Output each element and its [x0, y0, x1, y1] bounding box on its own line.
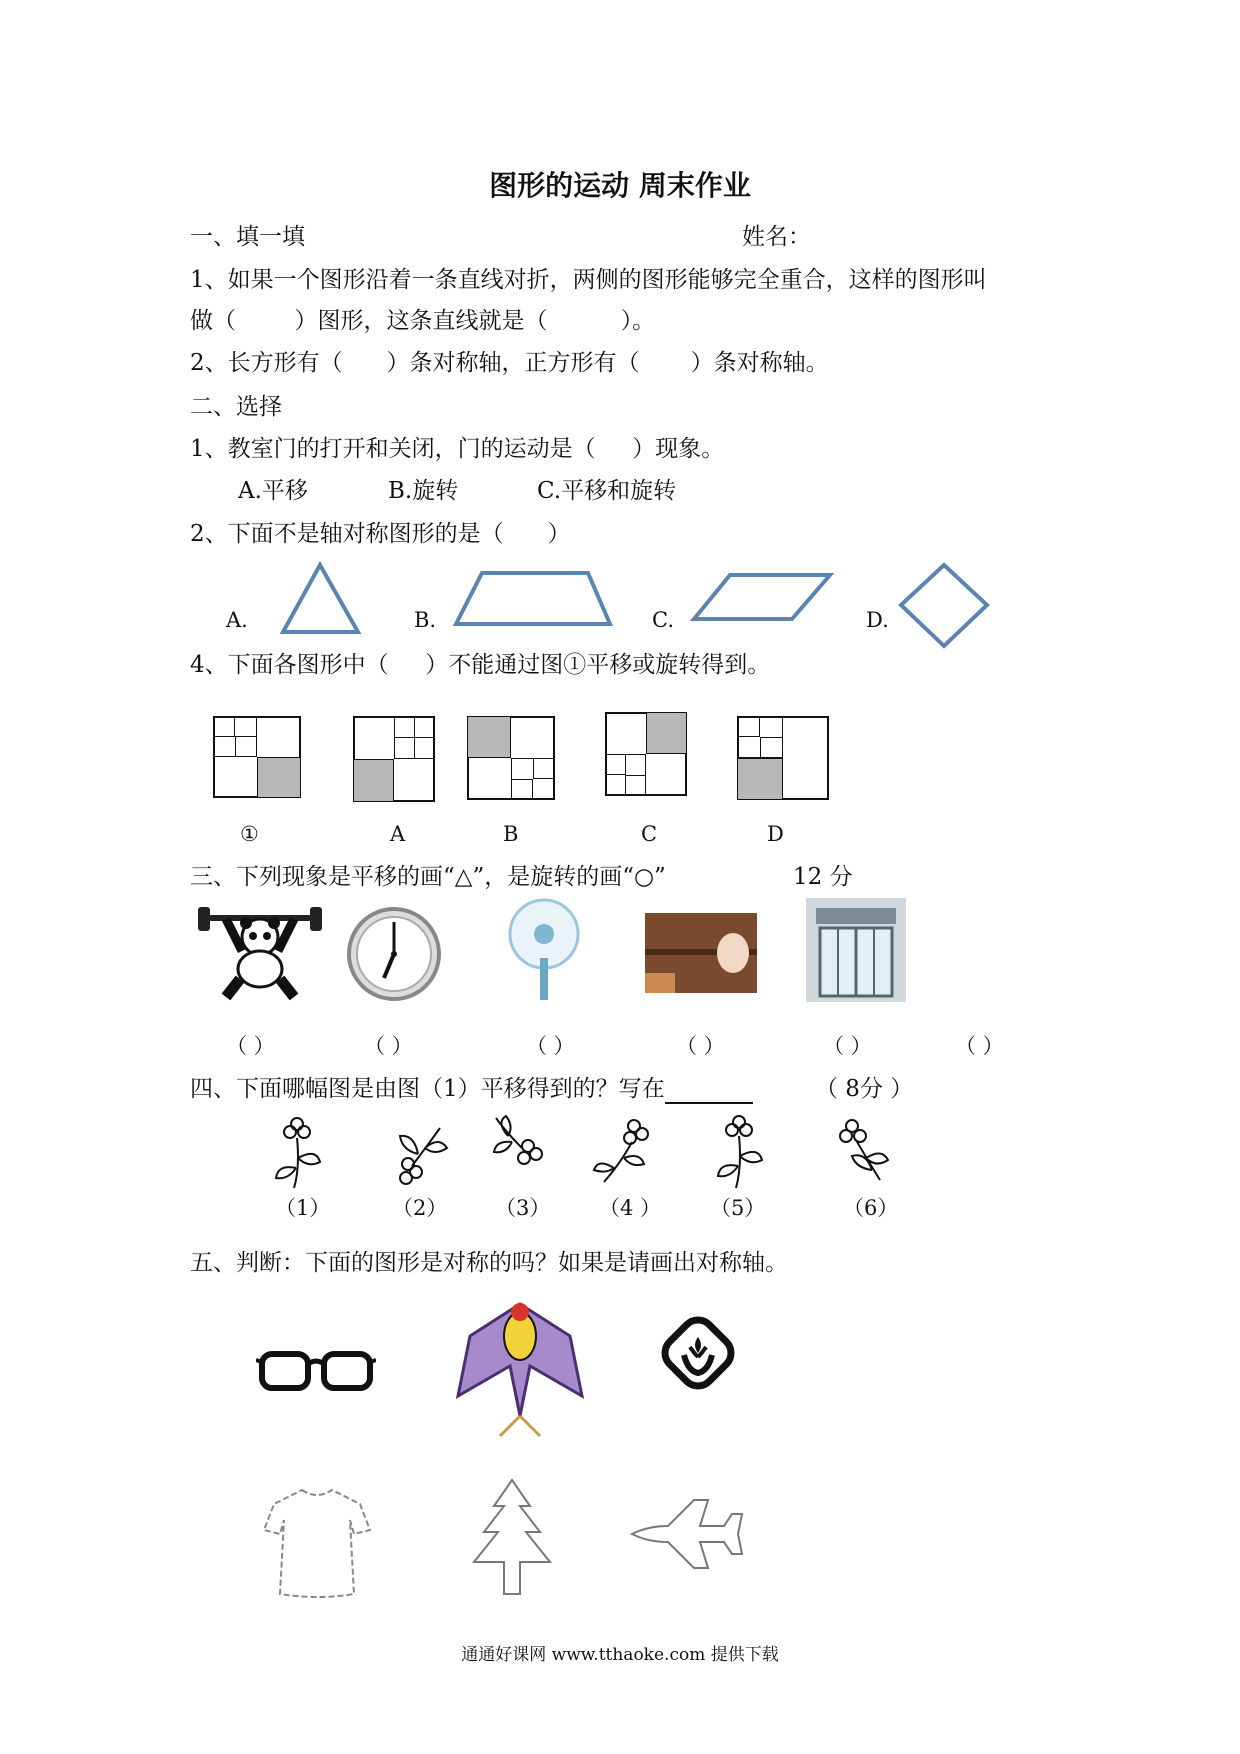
flower-label-4: （4 ） [599, 1196, 662, 1220]
diamond-shape [901, 565, 987, 646]
fan-icon [504, 898, 584, 1002]
section4-points: （ 8分 ） [815, 1076, 914, 1102]
airplane-icon [628, 1496, 746, 1572]
flower-label-6: （6） [843, 1196, 899, 1220]
section1-heading: 一、填一填 [190, 224, 305, 250]
page-title: 图形的运动 周末作业 [489, 169, 751, 202]
s3-bracket-3[interactable]: （ ） [526, 1034, 575, 1058]
panda-weightlifter-icon [196, 905, 324, 1001]
revolving-door-icon [806, 898, 906, 1002]
s3-bracket-4[interactable]: （ ） [676, 1034, 725, 1058]
s3-bracket-2[interactable]: （ ） [364, 1034, 413, 1058]
s3-bracket-5[interactable]: （ ） [823, 1034, 872, 1058]
name-label: 姓名： [742, 224, 811, 250]
flower-2 [400, 1128, 447, 1184]
flower-label-2: （2） [392, 1196, 448, 1220]
choice2: 2、下面不是轴对称图形的是（ ） [190, 521, 571, 547]
flowers-row [0, 1108, 1240, 1194]
c1-option-a: A.平移 [238, 478, 308, 504]
flower-6 [840, 1120, 888, 1180]
drawer-icon [645, 913, 757, 993]
section3-points: 12 分 [793, 864, 853, 890]
grid-label-a: A [390, 822, 406, 846]
q2: 2、长方形有（ ）条对称轴，正方形有（ ）条对称轴。 [190, 350, 829, 376]
dress-icon [262, 1484, 372, 1600]
choice4: 4、下面各图形中（ ）不能通过图①平移或旋转得到。 [190, 652, 771, 678]
flower-label-1: （1） [275, 1196, 331, 1220]
grid-label-c: C [641, 822, 658, 846]
q1-line1: 1、如果一个图形沿着一条直线对折，两侧的图形能够完全重合，这样的图形叫 [190, 267, 987, 293]
c1-option-b: B.旋转 [388, 478, 459, 504]
s3-bracket-6[interactable]: （ ） [955, 1034, 1004, 1058]
c1-option-c: C.平移和旋转 [537, 478, 677, 504]
c2-label-c: C. [652, 608, 674, 632]
q1-line2: 做（ ）图形，这条直线就是（ ）。 [190, 308, 656, 334]
flower-1 [276, 1118, 320, 1188]
c2-label-d: D. [866, 608, 889, 632]
section3-heading: 三、下列现象是平移的画“△”，是旋转的画“○” [190, 864, 666, 890]
parallelogram-shape [694, 575, 830, 619]
answer-blank[interactable] [665, 1080, 753, 1104]
choice1: 1、教室门的打开和关闭，门的运动是（ ）现象。 [190, 436, 725, 462]
c2-label-b: B. [414, 608, 437, 632]
clock-icon [346, 906, 442, 1002]
glasses-icon [256, 1348, 376, 1398]
footer-credit: 通通好课网 www.tthaoke.com 提供下载 [461, 1645, 779, 1665]
section5-heading: 五、判断：下面的图形是对称的吗？如果是请画出对称轴。 [190, 1250, 788, 1276]
grid-label-1: ① [240, 822, 259, 846]
kite-icon [450, 1296, 590, 1446]
trapezoid-shape [456, 573, 610, 624]
grid-label-b: B [503, 822, 519, 846]
triangle-shape [283, 565, 358, 632]
s3-bracket-1[interactable]: （ ） [226, 1034, 275, 1058]
flower-label-3: （3） [495, 1196, 551, 1220]
section2-heading: 二、选择 [190, 394, 282, 420]
flower-4 [594, 1120, 648, 1182]
flower-5 [718, 1116, 762, 1188]
c2-label-a: A. [226, 608, 248, 632]
tree-icon [464, 1476, 560, 1598]
c2-shapes [0, 0, 1240, 700]
flower-label-5: （5） [710, 1196, 766, 1220]
emblem-icon [658, 1313, 738, 1393]
flower-3 [494, 1116, 542, 1164]
section4-heading: 四、下面哪幅图是由图（1）平移得到的？写在 [190, 1074, 753, 1104]
grid-label-d: D [767, 822, 784, 846]
